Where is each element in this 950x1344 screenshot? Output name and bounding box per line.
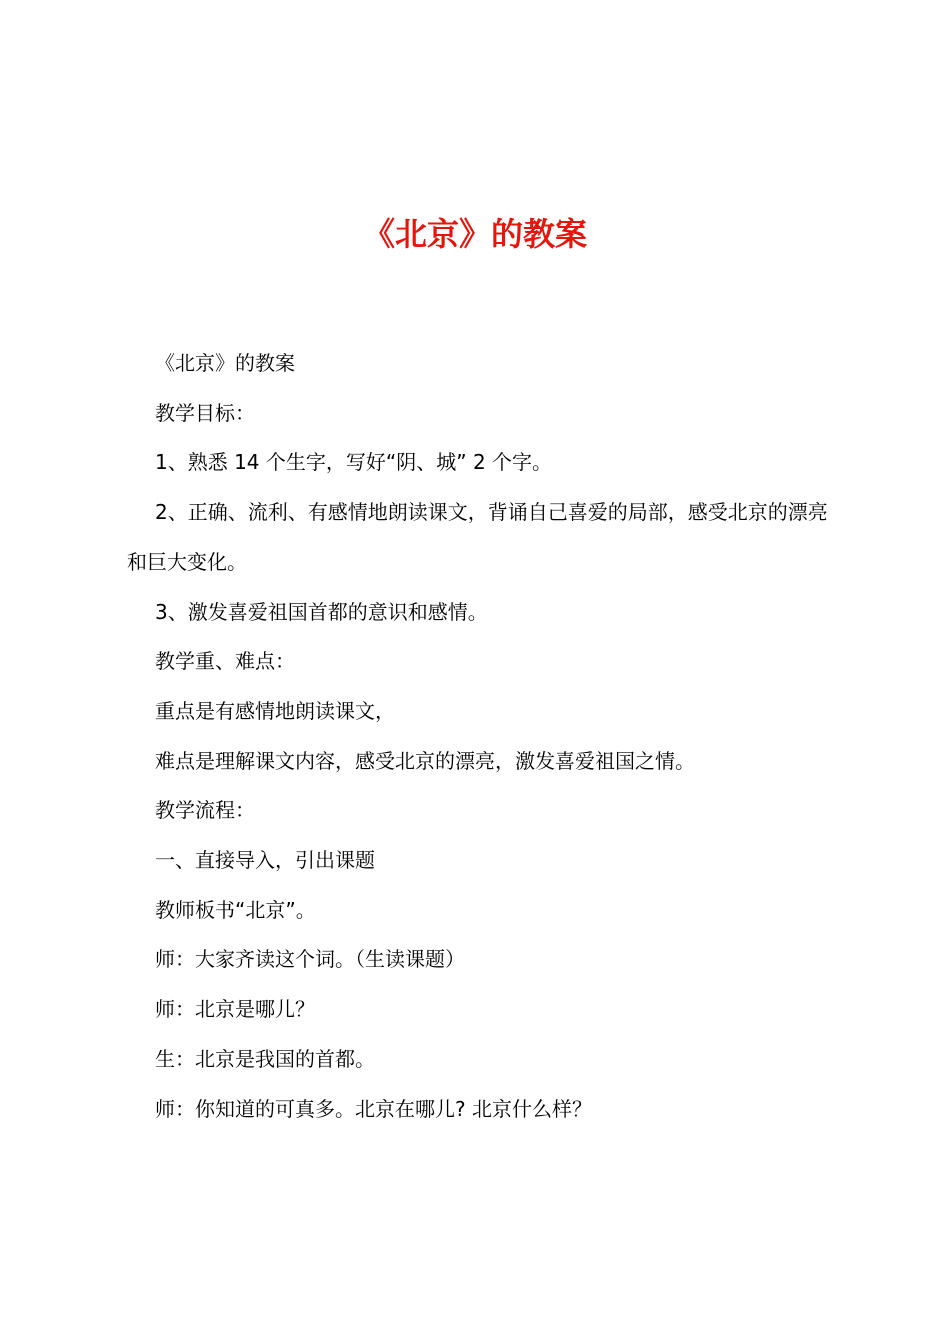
paragraph-board-writing: 教师板书“北京”。 <box>155 897 316 922</box>
paragraph-flow-heading: 教学流程： <box>155 798 255 823</box>
paragraph-difficult-point: 难点是理解课文内容，感受北京的漂亮，激发喜爱祖国之情。 <box>155 748 695 773</box>
paragraph-goals-heading: 教学目标： <box>155 400 255 425</box>
document-body <box>127 339 833 1134</box>
paragraph-dialogue-3: 生：北京是我国的首都。 <box>155 1046 375 1071</box>
paragraph-dialogue-4: 师：你知道的可真多。北京在哪儿? 北京什么样？ <box>155 1096 592 1121</box>
paragraph-key-point: 重点是有感情地朗读课文， <box>155 698 395 723</box>
document-title: 《北京》的教案 <box>362 215 587 253</box>
paragraph-dialogue-1: 师：大家齐读这个词。（生读课题） <box>155 947 465 972</box>
paragraph-key-points-heading: 教学重、难点： <box>155 649 295 674</box>
paragraph-subtitle: 《北京》的教案 <box>155 351 295 375</box>
paragraph-goal-3: 3、激发喜爱祖国首都的意识和感情。 <box>155 599 488 624</box>
paragraph-goal-1: 1、熟悉 14 个生字，写好“阴、城” 2 个字。 <box>155 450 553 475</box>
paragraph-dialogue-2: 师：北京是哪儿？ <box>155 997 315 1022</box>
paragraph-step-1: 一、直接导入，引出课题 <box>155 848 375 873</box>
paragraph-goal-2: 2、正确、流利、有感情地朗读课文，背诵自己喜爱的局部，感受北京的漂亮和巨大变化。 <box>127 500 828 574</box>
